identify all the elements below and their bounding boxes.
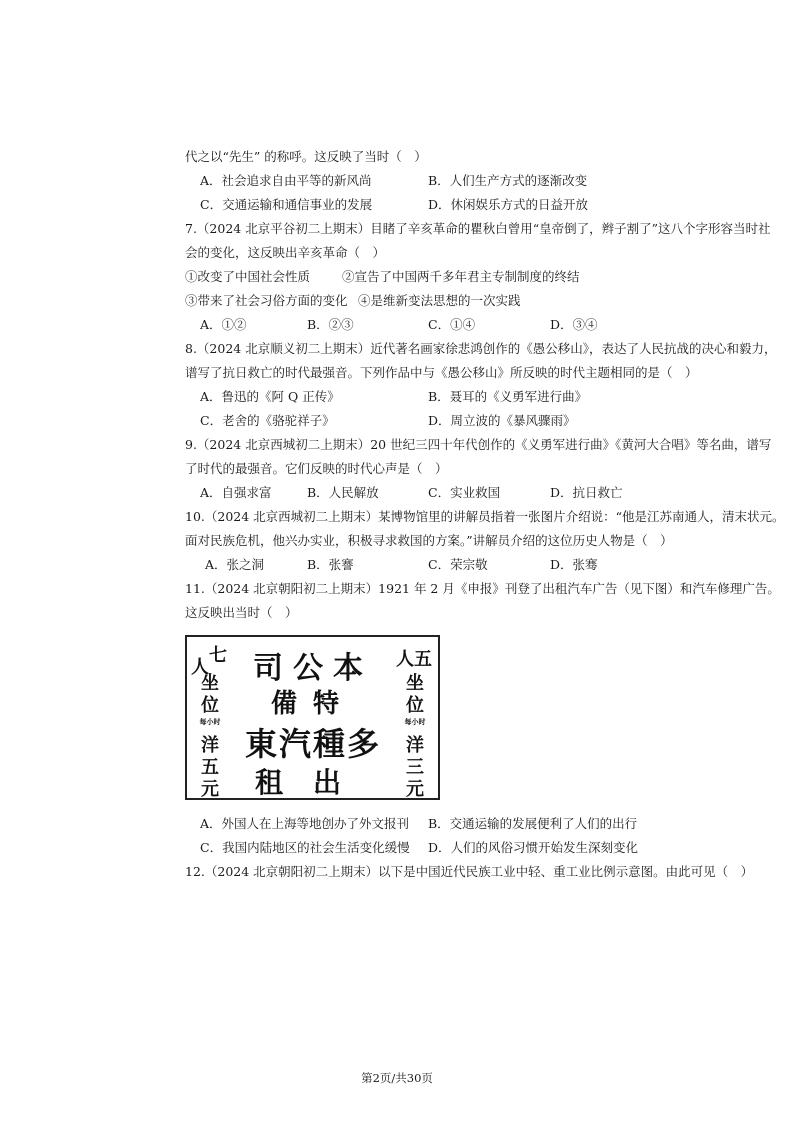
ad-right-top (394, 641, 436, 669)
q9-option-b: B．人民解放 (307, 485, 379, 500)
ad-left-char-num: 五 (201, 757, 219, 778)
q11-option-a: A．外国人在上海等地创办了外文报刊 (200, 816, 410, 831)
q8-stem-line1: 8.（2024 北京顺义初二上期末）近代著名画家徐悲鸿创作的《愚公移山》，表达了人民抗战的决心和毅力， (185, 341, 777, 356)
q7-item-2: ②宣告了中国两千多年君主专制制度的终结 (342, 269, 580, 284)
q10-option-d: D．张骞 (550, 557, 598, 572)
q12-stem-line1: 12.（2024 北京朝阳初二上期末）以下是中国近代民族工业中轻、重工业比例示意图。由此可见（ ） (185, 864, 754, 879)
ad-row-special: 備特 (270, 689, 355, 719)
q6-option-b: B．人们生产方式的逐渐改变 (428, 173, 588, 188)
q7-stem-line2: 会的变化，这反映出辛亥革命（ ） (185, 245, 386, 260)
q9-option-a: A．自强求富 (200, 485, 272, 500)
q10-option-a: A．张之洞 (205, 557, 265, 572)
ad-right-char-seat2: 位 (406, 695, 424, 716)
q10-stem-line2: 面对民族危机，他兴办实业，积极寻求救国的方案。”讲解员介绍的这位历史人物是（ ） (185, 533, 673, 548)
ad-left-per-hour: 每小时 (199, 717, 221, 726)
q8-option-b: B．聂耳的《义勇军进行曲》 (428, 389, 588, 404)
q11-option-d: D．人们的风俗习惯开始发生深刻变化 (428, 840, 639, 855)
q6-stem: 代之以“先生” 的称呼。这反映了当时（ ） (185, 149, 427, 164)
q11-stem-line1: 11.（2024 北京朝阳初二上期末）1921 年 2 月《申报》刊登了出租汽车广告（见下图）和汽车修理广告。 (185, 581, 780, 596)
q6-option-c: C．交通运输和通信事业的发展 (200, 197, 373, 212)
ad-right-top-char-1: 人 (396, 649, 414, 670)
q9-stem-line2: 了时代的最强音。它们反映的时代心声是（ ） (185, 461, 448, 476)
taxi-advertisement-figure (185, 635, 440, 800)
q7-stem-line1: 7.（2024 北京平谷初二上期末）目睹了辛亥革命的瞿秋白曾用“皇帝倒了，辫子割了”这八个字形容当时社 (185, 221, 771, 236)
q7-option-d: D．③④ (550, 317, 598, 332)
ad-left-top-char-2: 七 (209, 645, 227, 666)
ad-left-char-seat2: 位 (201, 695, 219, 716)
q8-option-a: A．鲁迅的《阿 Q 正传》 (200, 389, 340, 404)
ad-right-char-yang: 洋 (406, 735, 424, 756)
ad-center-title (233, 641, 393, 798)
q7-option-c: C．①④ (428, 317, 476, 332)
ad-right-char-yuan: 元 (406, 779, 424, 800)
ad-left-column (189, 641, 231, 798)
ad-right-column (394, 641, 436, 798)
q7-item-4: ④是维新变法思想的一次实践 (358, 293, 521, 308)
q8-stem-line2: 谱写了抗日救亡的时代最强音。下列作品中与《愚公移山》所反映的时代主题相同的是（ ） (185, 365, 698, 380)
q9-option-c: C．实业救国 (428, 485, 501, 500)
ad-right-char-num: 三 (406, 757, 424, 778)
q10-option-c: C．荣宗敬 (428, 557, 488, 572)
q6-option-d: D．休闲娱乐方式的日益开放 (428, 197, 589, 212)
q9-option-d: D．抗日救亡 (550, 485, 623, 500)
q8-option-d: D．周立波的《暴风骤雨》 (428, 413, 576, 428)
q9-stem-line1: 9.（2024 北京西城初二上期末）20 世纪三四十年代创作的《义勇军进行曲》《黄河大合唱》等名曲，谱写 (185, 437, 772, 452)
ad-row-cars: 東汽種多 (244, 725, 381, 763)
ad-row-rental: 租出 (254, 766, 371, 799)
q8-option-c: C．老舍的《骆驼祥子》 (200, 413, 335, 428)
q11-option-b: B．交通运输的发展便利了人们的出行 (428, 816, 638, 831)
q11-stem-line2: 这反映出当时（ ） (185, 605, 298, 620)
ad-left-top (189, 641, 231, 678)
ad-left-top-char-1: 人 (191, 657, 209, 678)
q7-item-3: ③带来了社会习俗方面的变化 (185, 293, 348, 308)
q7-option-b: B．②③ (307, 317, 354, 332)
q7-item-1: ①改变了中国社会性质 (185, 269, 311, 284)
ad-left-char-yang: 洋 (201, 735, 219, 756)
ad-right-top-char-2: 五 (414, 649, 432, 670)
ad-left-char-yuan: 元 (201, 779, 219, 800)
q7-option-a: A．①② (200, 317, 247, 332)
q6-option-a: A．社会追求自由平等的新风尚 (200, 173, 372, 188)
ad-left-char-seat1: 坐 (201, 673, 219, 694)
ad-right-char-seat1: 坐 (406, 673, 424, 694)
ad-right-per-hour: 每小时 (404, 717, 426, 726)
q11-option-c: C．我国内陆地区的社会生活变化缓慢 (200, 840, 410, 855)
q10-stem-line1: 10.（2024 北京西城初二上期末）某博物馆里的讲解员指着一张图片介绍说：“他是江苏南通人，清末状元。 (185, 509, 785, 524)
page-footer: 第2页/共30页 (361, 1071, 433, 1085)
q10-option-b: B．张謇 (307, 557, 354, 572)
ad-row-company: 司公本 (253, 651, 373, 686)
